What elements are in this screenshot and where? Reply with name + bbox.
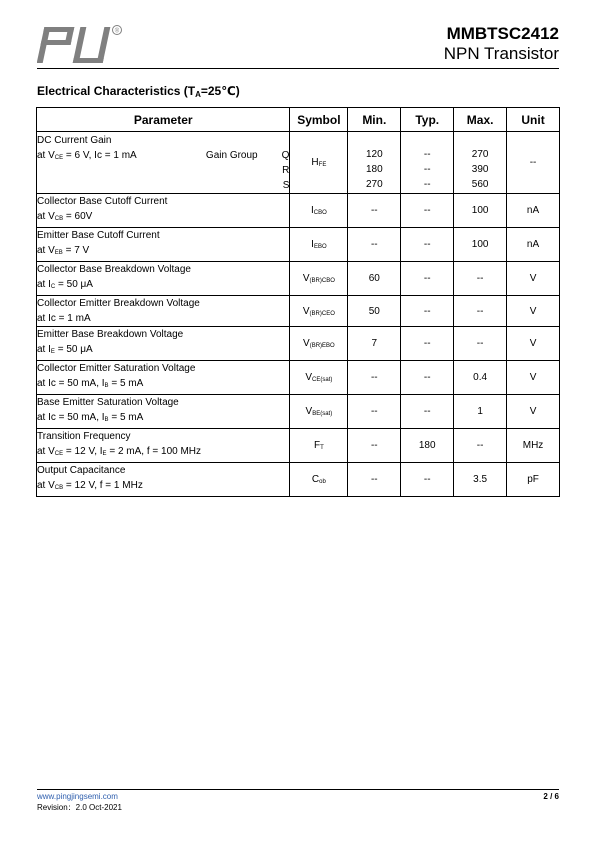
parameter-name: Emitter Base Breakdown Voltage	[37, 329, 184, 340]
unit-cell: pF	[507, 463, 560, 497]
gain-group-label: Gain Group	[205, 149, 258, 161]
test-condition: at $V_{CE} = 12$ V, $I_E = 2$ mA, f = 100 MHz	[37, 446, 202, 457]
test-condition: at $I_C = 50$ μA	[37, 279, 93, 290]
unit-cell: nA	[507, 228, 560, 262]
max-cell: 1	[454, 395, 507, 429]
symbol-cell: $C_{ob}$	[290, 463, 348, 497]
symbol-cell: $V_{(BR)EBO}$	[290, 327, 348, 361]
min-cell: 120 180 270	[348, 132, 401, 194]
test-condition: at $V_{CB} = 12$ V, f = 1 MHz	[37, 480, 143, 491]
symbol-cell: $V_{(BR)CBO}$	[290, 262, 348, 296]
typ-cell: --	[401, 463, 454, 497]
section-title: Electrical Characteristics $(T_A=25℃)$	[37, 84, 240, 99]
symbol-cell: $H_{FE}$	[290, 132, 348, 194]
min-cell: 60	[348, 262, 401, 296]
min-cell: 7	[348, 327, 401, 361]
registered-mark: ®	[114, 28, 120, 35]
typ-cell: -- -- --	[401, 132, 454, 194]
test-condition: at Ic = 50 mA, $I_B = 5$ mA	[37, 378, 144, 389]
max-cell: --	[454, 429, 507, 463]
max-cell: --	[454, 296, 507, 327]
gain-group-list: Q R S	[281, 149, 290, 191]
header-symbol: Symbol	[290, 108, 348, 132]
parameter-cell	[37, 327, 290, 361]
max-cell: 100	[454, 228, 507, 262]
min-cell: --	[348, 194, 401, 228]
typ-cell: --	[401, 194, 454, 228]
typ-cell: --	[401, 296, 454, 327]
typ-cell: --	[401, 395, 454, 429]
max-cell: 3.5	[454, 463, 507, 497]
parameter-cell	[37, 262, 290, 296]
header-unit: Unit	[507, 108, 560, 132]
table-row	[37, 262, 560, 296]
header-parameter: Parameter	[37, 108, 290, 132]
parameter-name: Collector Base Cutoff Current	[37, 196, 168, 207]
max-cell: --	[454, 262, 507, 296]
table-row	[37, 296, 560, 327]
table-row	[37, 327, 560, 361]
unit-cell: V	[507, 327, 560, 361]
symbol-cell: $V_{BE(sat)}$	[290, 395, 348, 429]
test-condition: at $V_{EB} = 7$ V	[37, 245, 90, 256]
test-condition: at Ic = 1 mA	[37, 313, 91, 324]
test-condition: at $V_{CB} = 60V$	[37, 211, 93, 222]
table-row	[37, 132, 560, 194]
device-description: NPN Transistor	[443, 44, 559, 63]
footer-rule	[37, 789, 559, 790]
table-row	[37, 463, 560, 497]
revision-text: Revision：2.0 Oct-2021	[37, 803, 122, 812]
max-cell: 270 390 560	[454, 132, 507, 194]
unit-cell: --	[507, 132, 560, 194]
table-row	[37, 228, 560, 262]
parameter-name: Collector Emitter Saturation Voltage	[37, 363, 196, 374]
parameter-cell	[37, 429, 290, 463]
min-cell: --	[348, 429, 401, 463]
parameter-name: Transition Frequency	[37, 431, 131, 442]
unit-cell: V	[507, 296, 560, 327]
typ-cell: --	[401, 262, 454, 296]
header-max: Max.	[454, 108, 507, 132]
typ-cell: --	[401, 228, 454, 262]
unit-cell: nA	[507, 194, 560, 228]
unit-cell: V	[507, 361, 560, 395]
table-row	[37, 361, 560, 395]
min-cell: --	[348, 395, 401, 429]
table-row	[37, 395, 560, 429]
parameter-cell	[37, 361, 290, 395]
part-number: MMBTSC2412	[446, 24, 559, 43]
typ-cell: 180	[401, 429, 454, 463]
parameter-cell	[37, 228, 290, 262]
parameter-name: DC Current Gain	[37, 134, 112, 146]
parameter-name: Output Capacitance	[37, 465, 126, 476]
table-header-row	[37, 108, 560, 132]
test-condition: at $I_E = 50$ μA	[37, 344, 93, 355]
header-min: Min.	[348, 108, 401, 132]
unit-cell: MHz	[507, 429, 560, 463]
max-cell: 100	[454, 194, 507, 228]
test-condition: at $V_{CE} = 6$ V, Ic = 1 mA	[37, 149, 137, 161]
typ-cell: --	[401, 361, 454, 395]
unit-cell: V	[507, 262, 560, 296]
max-cell: --	[454, 327, 507, 361]
max-cell: 0.4	[454, 361, 507, 395]
parameter-cell	[37, 296, 290, 327]
min-cell: 50	[348, 296, 401, 327]
parameter-name: Collector Emitter Breakdown Voltage	[37, 298, 200, 309]
website-link[interactable]: www.pingjingsemi.com	[37, 792, 118, 801]
parameter-cell	[37, 395, 290, 429]
header-typ: Typ.	[401, 108, 454, 132]
parameter-cell	[37, 463, 290, 497]
electrical-characteristics-table	[36, 107, 560, 497]
min-cell: --	[348, 361, 401, 395]
company-logo	[37, 24, 123, 66]
min-cell: --	[348, 228, 401, 262]
test-condition: at Ic = 50 mA, $I_B = 5$ mA	[37, 412, 144, 423]
unit-cell: V	[507, 395, 560, 429]
header-rule	[37, 68, 559, 69]
table-row	[37, 429, 560, 463]
min-cell: --	[348, 463, 401, 497]
title-block	[444, 24, 559, 64]
table-row	[37, 194, 560, 228]
parameter-name: Collector Base Breakdown Voltage	[37, 264, 191, 275]
symbol-cell: $I_{CBO}$	[290, 194, 348, 228]
page-number: 2 / 6	[543, 792, 559, 801]
parameter-name: Emitter Base Cutoff Current	[37, 230, 160, 241]
parameter-name: Base Emitter Saturation Voltage	[37, 397, 179, 408]
parameter-cell	[37, 194, 290, 228]
symbol-cell: $V_{CE(sat)}$	[290, 361, 348, 395]
symbol-cell: $F_T$	[290, 429, 348, 463]
typ-cell: --	[401, 327, 454, 361]
symbol-cell: $V_{(BR)CEO}$	[290, 296, 348, 327]
parameter-cell	[37, 132, 290, 194]
symbol-cell: $I_{EBO}$	[290, 228, 348, 262]
